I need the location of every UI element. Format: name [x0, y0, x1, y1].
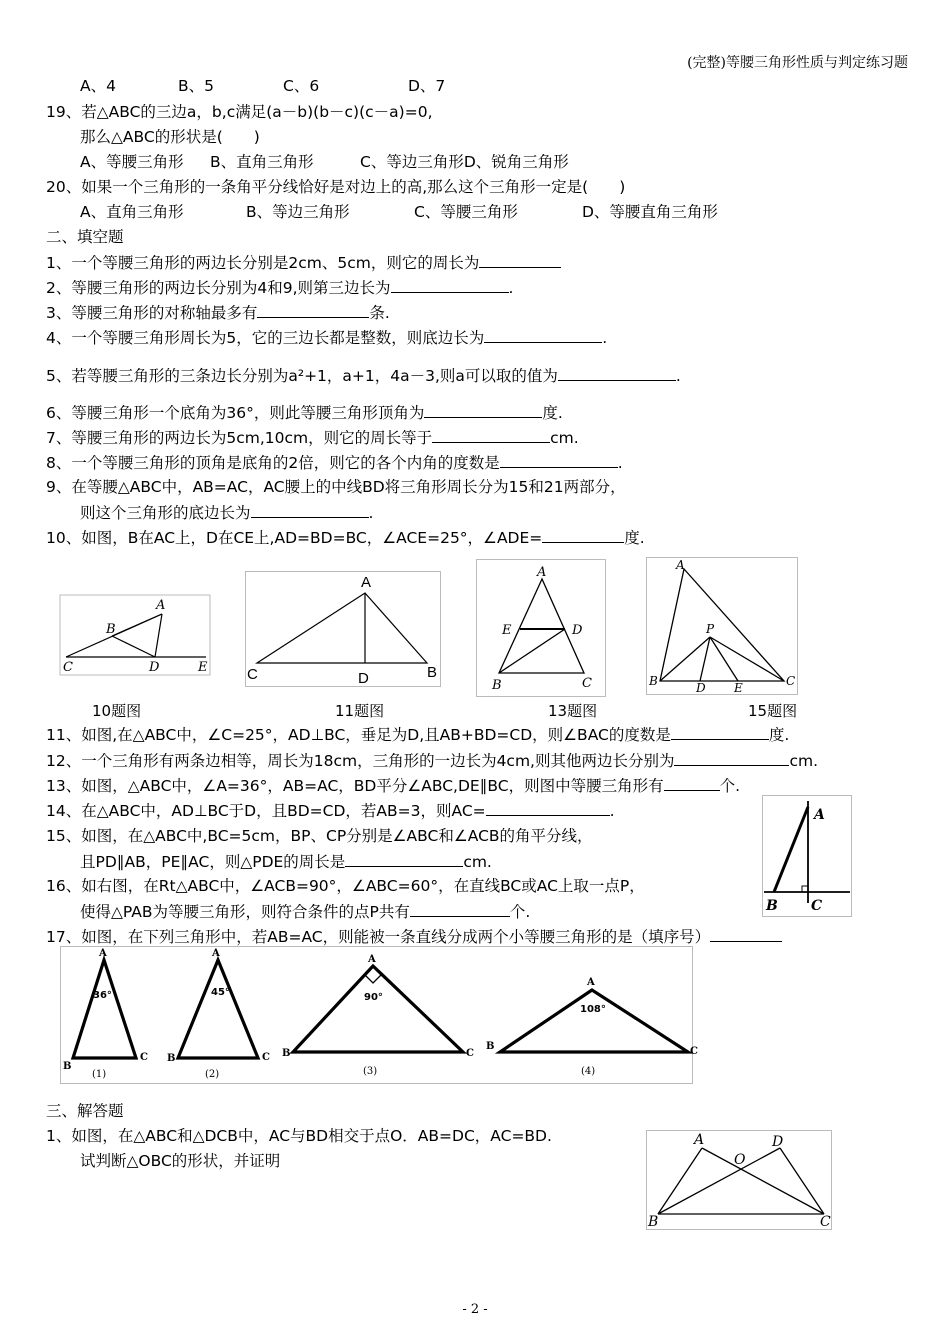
label-a: A — [694, 1132, 705, 1148]
label-b: B — [63, 1061, 72, 1072]
figure-10 — [60, 595, 210, 675]
figure-11-drawing — [245, 571, 441, 687]
label-o: O — [734, 1152, 746, 1168]
q18-option-c: C、6 — [283, 77, 320, 95]
label-c: C — [811, 898, 823, 914]
label-d: D — [772, 1134, 784, 1150]
label-b: B — [167, 1053, 176, 1064]
answer-blank[interactable] — [424, 402, 542, 418]
angle-label-4: 108° — [580, 1004, 606, 1015]
answer-blank[interactable] — [710, 926, 782, 942]
label-e: E — [734, 681, 743, 695]
answer-blank[interactable] — [410, 901, 510, 917]
answer-blank[interactable] — [391, 277, 509, 293]
label-c: C — [262, 1052, 270, 1063]
q18-option-b: B、5 — [178, 77, 214, 95]
answer-blank[interactable] — [432, 427, 550, 443]
answer-blank[interactable] — [671, 724, 769, 740]
label-a: A — [537, 565, 547, 580]
figure-17-drawing — [60, 946, 698, 1084]
label-a: A — [212, 948, 220, 959]
q20-stem: 20、如果一个三角形的一条角平分线恰好是对边上的高,那么这个三角形一定是( ) — [46, 178, 626, 196]
q18-option-d: D、7 — [408, 77, 446, 95]
label-b: B — [106, 622, 116, 637]
fill-q6: 6、等腰三角形一个底角为36°，则此等腰三角形顶角为 度. — [46, 404, 563, 422]
q19-stem: 19、若△ABC的三边a，b,c满足(a－b)(b－c)(c－a)=0, — [46, 103, 433, 121]
fill-q16-stem: 16、如右图，在Rt△ABC中，∠ACB=90°，∠ABC=60°，在直线BC或AC上取一点P， — [46, 877, 645, 895]
answer-blank[interactable] — [558, 365, 676, 381]
q20-option-c: C、等腰三角形 — [414, 203, 518, 221]
label-b: B — [282, 1048, 291, 1059]
figure-solve-1 — [646, 1130, 832, 1230]
fill-q14: 14、在△ABC中，AD⊥BC于D，且BD=CD，若AB=3，则AC= . — [46, 802, 615, 820]
fill-q13: 13、如图，△ABC中，∠A=36°，AB=AC，BD平分∠ABC,DE∥BC，则图中等腰三角形有 个. — [46, 777, 741, 795]
answer-blank[interactable] — [345, 851, 463, 867]
figure-10-drawing — [60, 595, 210, 675]
label-a: A — [156, 598, 166, 613]
answer-blank[interactable] — [257, 302, 369, 318]
label-c: C — [786, 674, 796, 688]
label-b: B — [492, 678, 502, 693]
figure-number-2: (2) — [205, 1069, 220, 1080]
label-b: B — [486, 1041, 495, 1052]
q18-option-a: A、4 — [80, 77, 116, 95]
fill-q3: 3、等腰三角形的对称轴最多有 条. — [46, 304, 390, 322]
figure-15 — [646, 557, 798, 695]
q20-option-a: A、直角三角形 — [80, 203, 184, 221]
label-b: B — [649, 674, 658, 688]
caption-fig15: 15题图 — [748, 702, 798, 720]
answer-blank[interactable] — [542, 527, 624, 543]
page-number: - 2 - — [462, 1302, 488, 1317]
fill-q16: 使得△PAB为等腰三角形，则符合条件的点P共有 个. — [80, 903, 531, 921]
answer-blank[interactable] — [486, 800, 610, 816]
label-p: P — [706, 622, 715, 636]
label-b: B — [427, 664, 438, 681]
caption-fig13: 13题图 — [548, 702, 598, 720]
fill-q15-stem: 15、如图，在△ABC中,BC=5cm，BP、CP分别是∠ABC和∠ACB的角平分线， — [46, 827, 593, 845]
fill-q9-stem: 9、在等腰△ABC中，AB=AC，AC腰上的中线BD将三角形周长分为15和21两部分， — [46, 478, 626, 496]
label-d: D — [358, 670, 369, 687]
figure-15-drawing — [646, 557, 798, 695]
q20-option-b: B、等边三角形 — [246, 203, 350, 221]
caption-fig11: 11题图 — [335, 702, 385, 720]
document-header: (完整)等腰三角形性质与判定练习题 — [687, 55, 908, 71]
angle-label-2: 45° — [211, 987, 230, 998]
label-c: C — [582, 676, 592, 691]
label-c: C — [820, 1214, 831, 1230]
section3-title: 三、解答题 — [46, 1102, 124, 1120]
figure-13 — [476, 559, 606, 697]
answer-blank[interactable] — [479, 252, 561, 268]
fill-q1: 1、一个等腰三角形的两边长分别是2cm、5cm，则它的周长为 — [46, 252, 561, 273]
q20-option-d: D、等腰直角三角形 — [582, 203, 718, 221]
label-e: E — [502, 623, 512, 638]
label-a: A — [99, 948, 107, 959]
figure-16-drawing — [762, 795, 852, 917]
fill-q12: 12、一个三角形有两条边相等，周长为18cm，三角形的一边长为4cm,则其他两边长分别为 cm. — [46, 752, 819, 770]
fill-q5: 5、若等腰三角形的三条边长分别为a²+1，a+1，4a－3,则a可以取的值为 . — [46, 367, 681, 385]
angle-label-1: 36° — [93, 990, 112, 1001]
fill-q17: 17、如图，在下列三角形中，若AB=AC，则能被一条直线分成两个小等腰三角形的是（填序号） — [46, 926, 782, 947]
q19-option-b: B、直角三角形 — [210, 153, 314, 171]
fill-q7: 7、等腰三角形的两边长为5cm,10cm，则它的周长等于 cm. — [46, 429, 579, 447]
figure-number-3: (3) — [363, 1066, 378, 1077]
answer-blank[interactable] — [664, 775, 720, 791]
fill-q2: 2、等腰三角形的两边长分别为4和9,则第三边长为 . — [46, 279, 514, 297]
label-b: B — [648, 1214, 659, 1230]
label-c: C — [247, 666, 258, 683]
figure-solve-1-drawing — [646, 1130, 832, 1230]
fill-q15: 且PD∥AB，PE∥AC，则△PDE的周长是 cm. — [80, 853, 492, 871]
figure-17 — [60, 946, 698, 1084]
fill-q4: 4、一个等腰三角形周长为5，它的三边长都是整数，则底边长为 . — [46, 329, 608, 347]
label-a: A — [587, 977, 595, 988]
label-b: B — [766, 898, 778, 914]
answer-blank[interactable] — [500, 452, 618, 468]
label-c: C — [63, 660, 73, 675]
fill-q10: 10、如图，B在AC上，D在CE上,AD=BD=BC，∠ACE=25°，∠ADE= 度. — [46, 529, 645, 547]
figure-16 — [762, 795, 852, 917]
label-d: D — [696, 681, 706, 695]
label-e: E — [198, 660, 208, 675]
figure-number-4: (4) — [581, 1066, 596, 1077]
figure-11 — [245, 571, 441, 687]
fill-q8: 8、一个等腰三角形的顶角是底角的2倍，则它的各个内角的度数是 . — [46, 454, 623, 472]
section2-title: 二、填空题 — [46, 228, 124, 246]
figure-number-1: (1) — [92, 1069, 107, 1080]
q19-option-a: A、等腰三角形 — [80, 153, 184, 171]
label-a: A — [676, 558, 685, 572]
q19-option-cd: C、等边三角形D、锐角三角形 — [360, 153, 569, 171]
label-a: A — [814, 807, 825, 823]
q19-question: 那么△ABC的形状是( ) — [80, 128, 260, 146]
label-c: C — [140, 1052, 148, 1063]
answer-blank[interactable] — [484, 327, 602, 343]
solve-q1-question: 试判断△OBC的形状，并证明 — [80, 1152, 281, 1170]
label-d: D — [572, 623, 583, 638]
fill-q9: 则这个三角形的底边长为 . — [80, 504, 374, 522]
solve-q1-stem: 1、如图，在△ABC和△DCB中，AC与BD相交于点O．AB=DC，AC=BD. — [46, 1127, 552, 1145]
answer-blank[interactable] — [674, 750, 789, 766]
angle-label-3: 90° — [364, 992, 383, 1003]
label-d: D — [149, 660, 160, 675]
label-a: A — [361, 574, 372, 591]
answer-blank[interactable] — [251, 502, 369, 518]
caption-fig10: 10题图 — [92, 702, 142, 720]
label-c: C — [690, 1046, 698, 1057]
figure-13-drawing — [476, 559, 606, 697]
label-c: C — [466, 1048, 474, 1059]
label-a: A — [368, 954, 376, 965]
fill-q11: 11、如图,在△ABC中，∠C=25°，AD⊥BC，垂足为D,且AB+BD=CD，则∠BAC的度数是 度. — [46, 726, 790, 744]
